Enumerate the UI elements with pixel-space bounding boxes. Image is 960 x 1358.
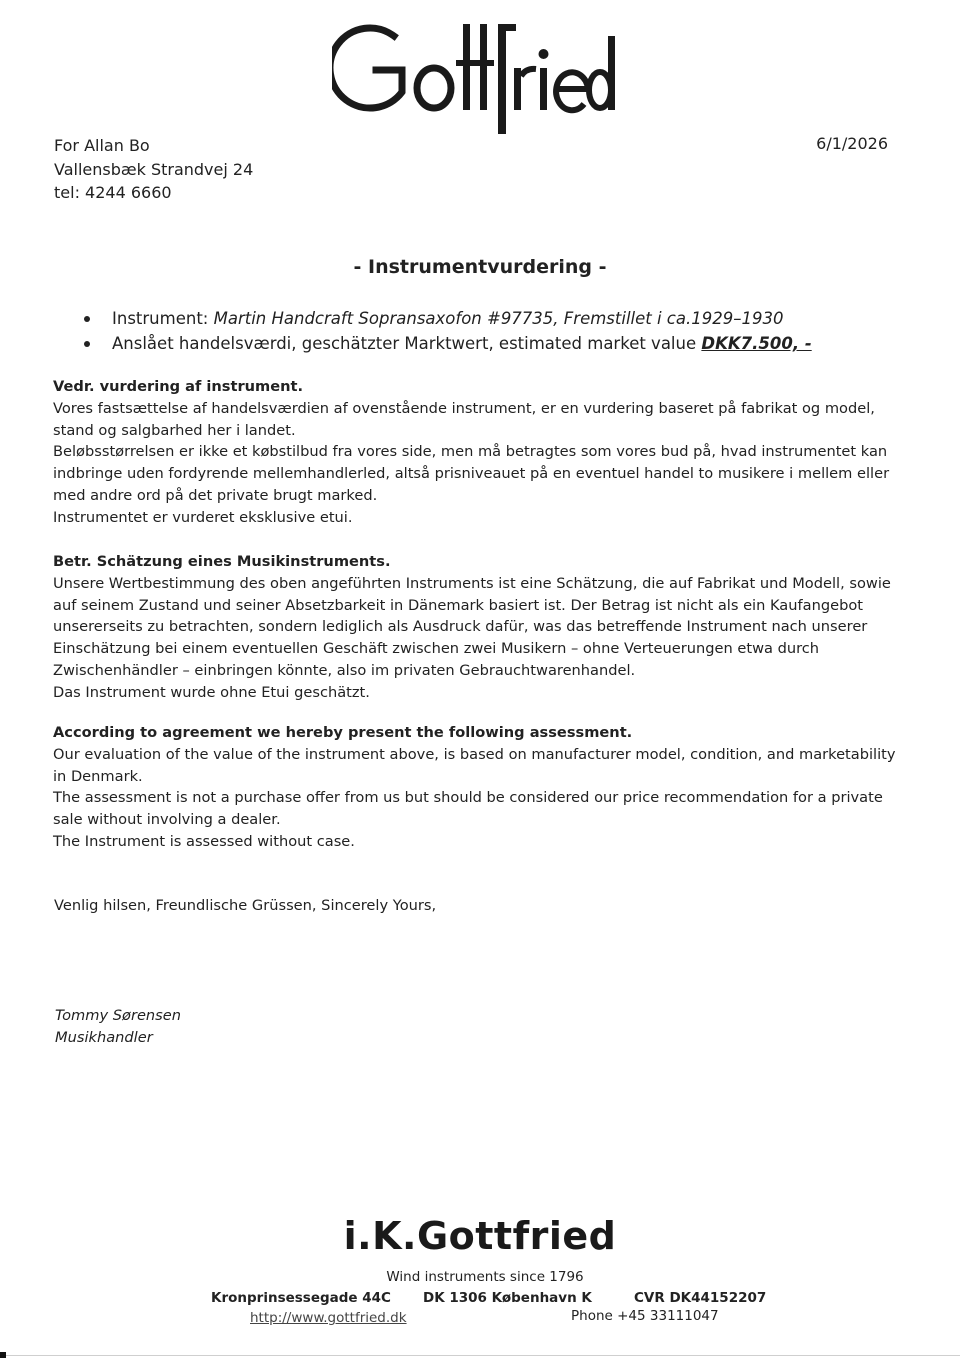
english-section xyxy=(53,722,903,853)
instrument-value: Martin Handcraft Sopransaxofon #97735, Fremstillet i ca.1929–1930 xyxy=(213,309,784,328)
footer-company-name: i.K.Gottfried xyxy=(343,1214,617,1258)
page-edge-mark xyxy=(0,1352,6,1358)
recipient-address xyxy=(54,134,253,205)
english-paragraph-2: The assessment is not a purchase offer from us but should be considered our price recommendation for a private sale without involving a dealer. xyxy=(53,789,883,829)
german-heading: Betr. Schätzung eines Musikinstruments. xyxy=(53,553,391,570)
danish-paragraph-3: Instrumentet er vurderet eksklusive etui. xyxy=(53,508,353,526)
footer-phone: Phone +45 33111047 xyxy=(571,1308,719,1324)
danish-paragraph-2: Beløbsstørrelsen er ikke et købstilbud fra vores side, men må betragtes som vores bud på, hvad instrumentet kan indbringe uden fordyrende mellemhandlerled, altså prisniveauet på en eventuel handel to musikere i mellem eller med andre ord på det private brugt marked. xyxy=(53,443,890,504)
recipient-phone: tel: 4244 6660 xyxy=(54,183,172,202)
footer-tagline: Wind instruments since 1796 xyxy=(386,1269,584,1285)
signer-role: Musikhandler xyxy=(55,1029,153,1046)
assessment-summary-list xyxy=(84,306,884,356)
footer-city: DK 1306 København K xyxy=(423,1290,592,1306)
footer-website-link[interactable]: http://www.gottfried.dk xyxy=(250,1310,407,1326)
german-paragraph-2: Das Instrument wurde ohne Etui geschätzt. xyxy=(53,683,370,701)
signature-block xyxy=(55,1005,181,1049)
market-value-label: Anslået handelsværdi, geschätzter Marktwert, estimated market value xyxy=(112,334,702,353)
page-edge-line xyxy=(0,1355,960,1356)
recipient-name: For Allan Bo xyxy=(54,136,150,155)
recipient-street: Vallensbæk Strandvej 24 xyxy=(54,159,254,179)
market-value-item xyxy=(84,331,884,356)
german-section xyxy=(53,551,903,704)
danish-paragraph-1: Vores fastsættelse af handelsværdien af ovenstående instrument, er en vurdering baseret på fabrikat og model, stand og salgbarhed her i landet. xyxy=(53,399,875,439)
danish-heading: Vedr. vurdering af instrument. xyxy=(53,378,304,395)
english-paragraph-3: The Instrument is assessed without case. xyxy=(53,832,355,850)
closing-greeting: Venlig hilsen, Freundlische Grüssen, Sincerely Yours, xyxy=(54,897,437,914)
document-date: 6/1/2026 xyxy=(816,134,888,153)
english-heading: According to agreement we hereby present the following assessment. xyxy=(53,724,633,741)
footer-street: Kronprinsessegade 44C xyxy=(211,1290,391,1306)
instrument-label: Instrument: xyxy=(112,309,214,328)
footer-cvr: CVR DK44152207 xyxy=(634,1290,767,1306)
logo-wordmark xyxy=(332,14,622,134)
danish-section xyxy=(53,376,903,529)
market-value-amount: DKK7.500, - xyxy=(701,334,812,353)
instrument-item xyxy=(84,306,884,331)
german-paragraph-1: Unsere Wertbestimmung des oben angeführten Instruments ist eine Schätzung, die auf Fabrikat und Modell, sowie auf seinem Zustand und seiner Absetzbarkeit in Dänemark basiert ist. Der Betrag ist nicht als ein Kaufangebot unsererseits zu betrachten, sondern lediglich als Ausdruck dafür, was das betreffende Instrument nach unserer Einschätzung bei einem eventuellen Geschäft zwischen zwei Musikern – ohne Verteuerungen etwa durch Zwischenhändler – einbringen könnte, also im privaten Gebrauchtwarenhandel. xyxy=(53,574,891,679)
signer-name: Tommy Sørensen xyxy=(55,1007,181,1024)
gottfried-logo xyxy=(332,14,622,134)
english-paragraph-1: Our evaluation of the value of the instrument above, is based on manufacturer model, condition, and marketability in Denmark. xyxy=(53,745,896,785)
document-title: - Instrumentvurdering - xyxy=(353,256,607,278)
